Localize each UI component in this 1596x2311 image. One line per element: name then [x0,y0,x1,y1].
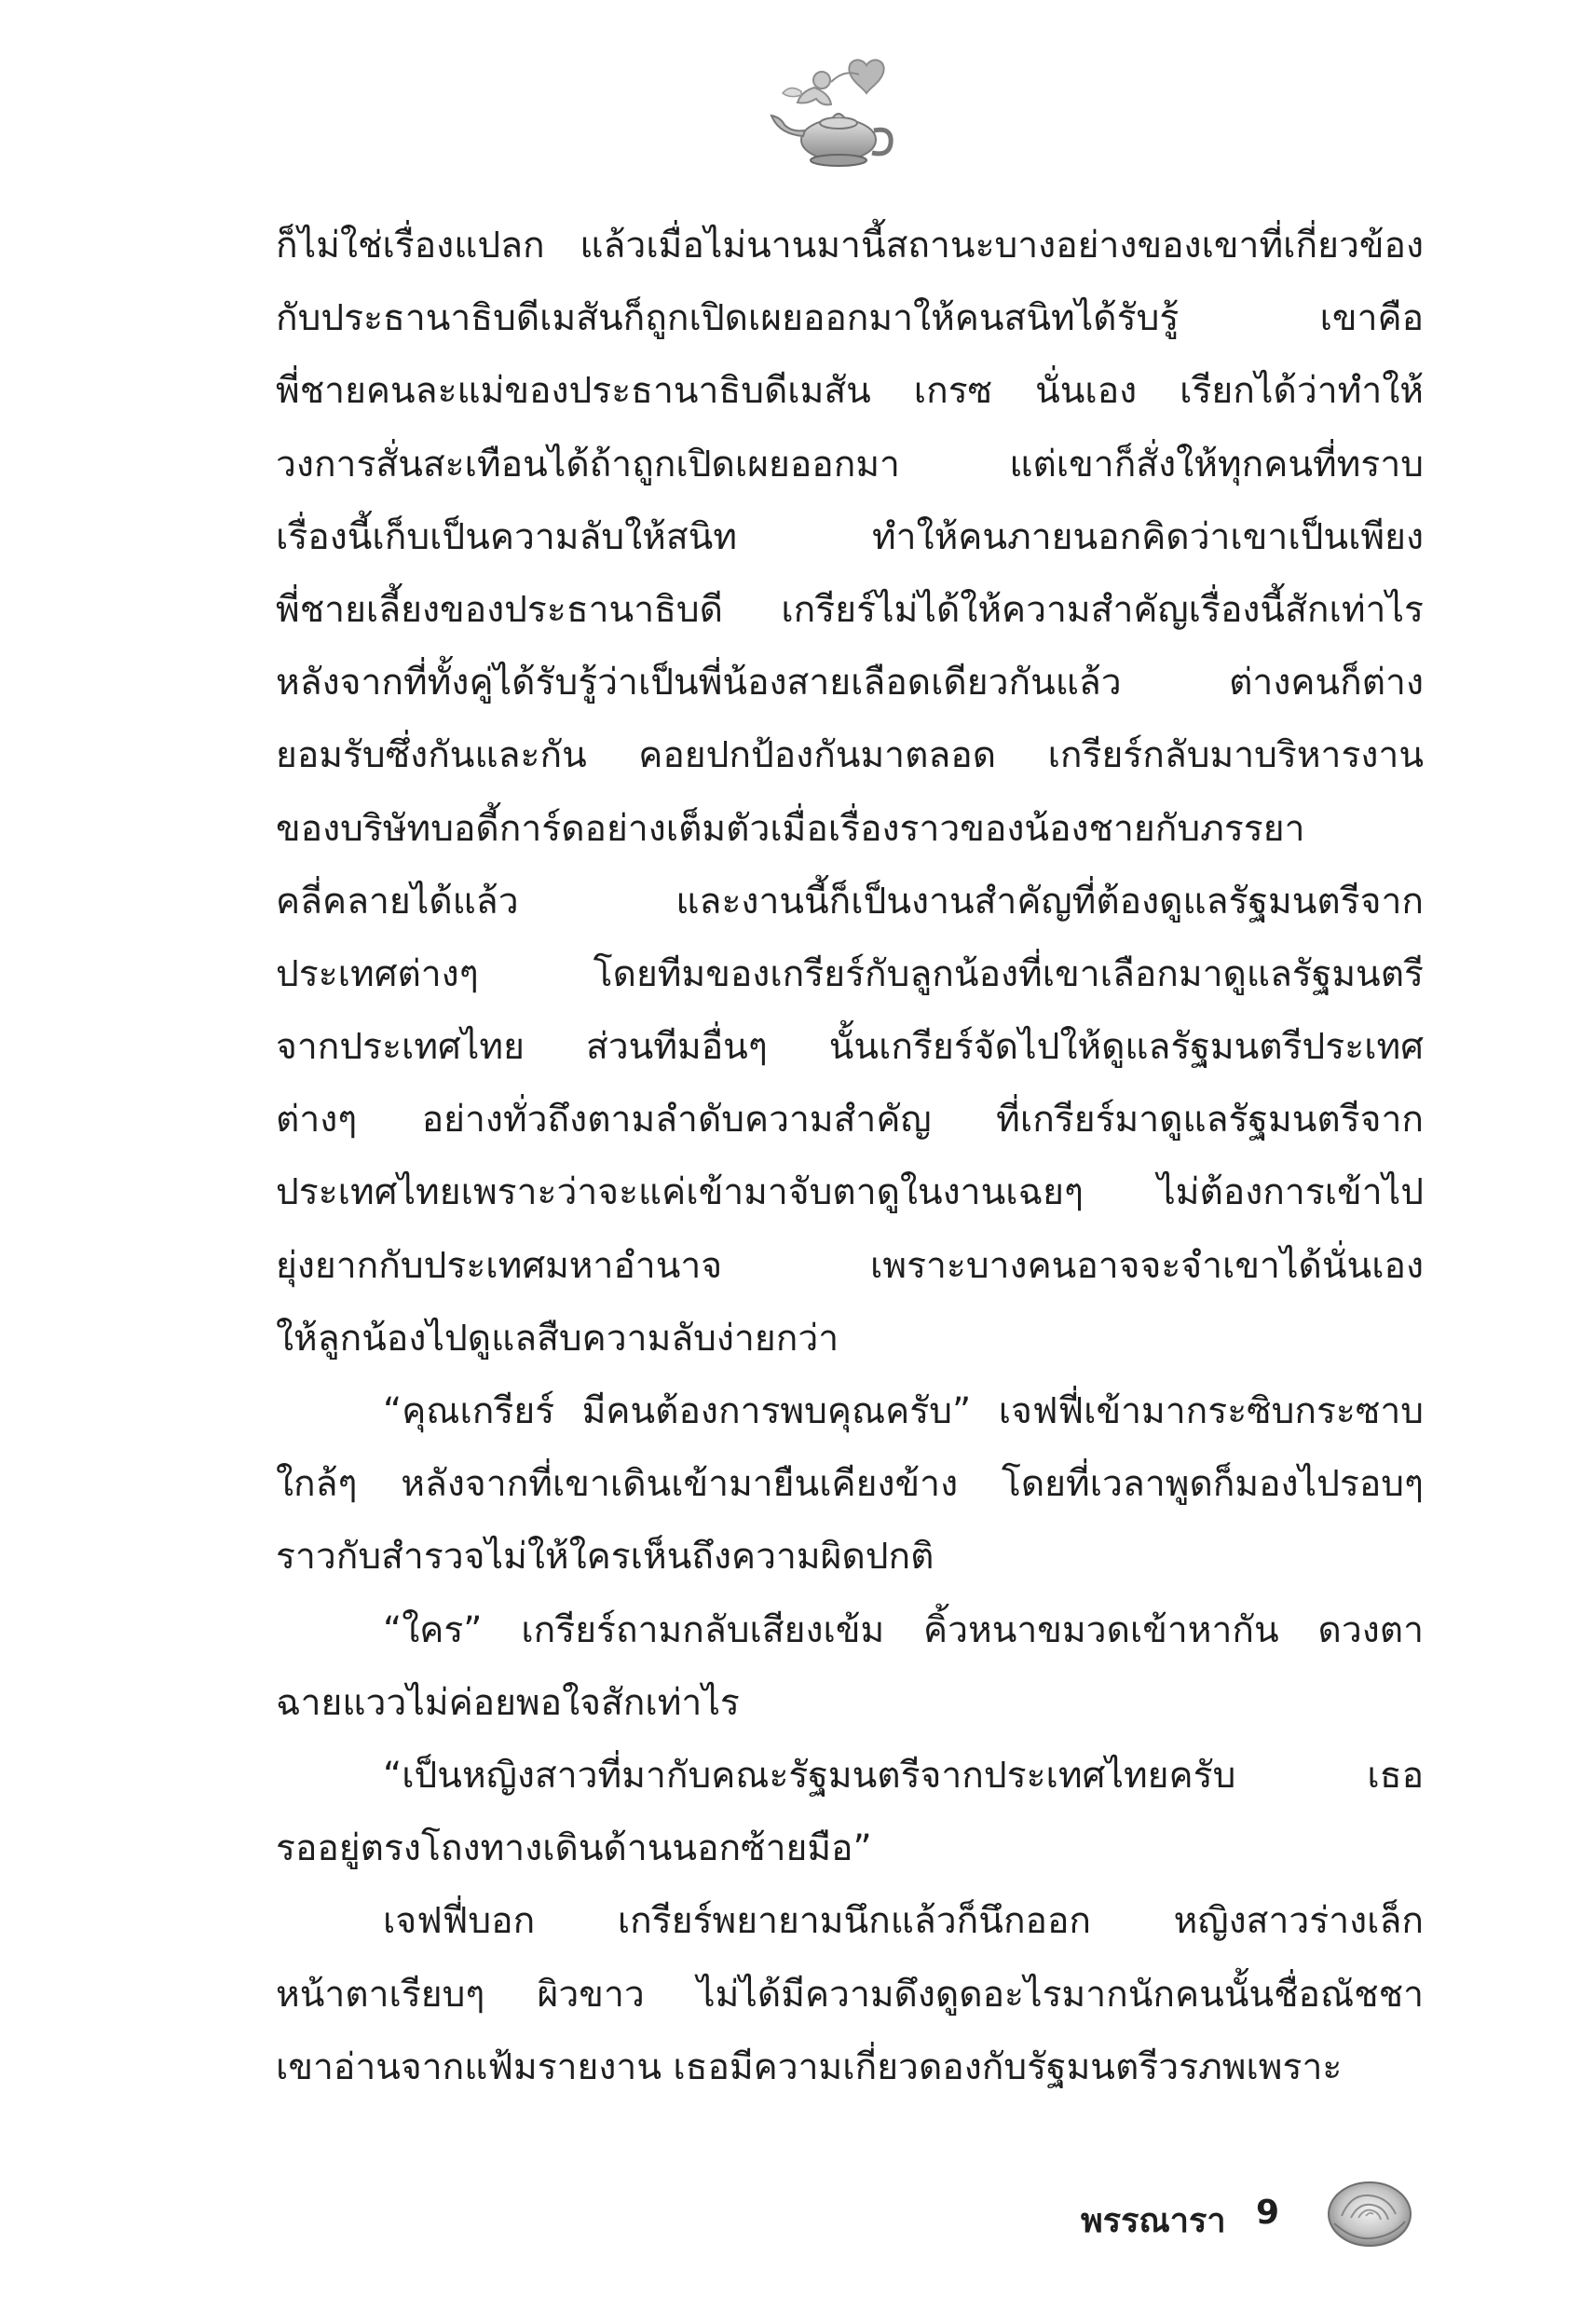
text-line: หน้าตาเรียบๆ ผิวขาว ไม่ได้มีความดึงดูดอะไรมากนักคนนั้นชื่อณัชชา [276,1973,1424,2016]
text-line: ต่างๆ อย่างทั่วถึงตามลำดับความสำคัญ ที่เกรียร์มาดูแลรัฐมนตรีจาก [276,1099,1424,1142]
text-line: พี่ชายเลี้ยงของประธานาธิบดี เกรียร์ไม่ได้ให้ความสำคัญเรื่องนี้สักเท่าไร [276,588,1424,631]
text-line: ก็ไม่ใช่เรื่องแปลก แล้วเมื่อไม่นานมานี้สถานะบางอย่างของเขาที่เกี่ยวข้อง [276,225,1424,267]
text-line: “ใคร” เกรียร์ถามกลับเสียงเข้ม คิ้วหนาขมวดเข้าหากัน ดวงตา [383,1608,1424,1651]
text-line: เขาอ่านจากแฟ้มรายงาน เธอมีความเกี่ยวดองกับรัฐมนตรีวรภพเพราะ [276,2045,1343,2088]
text-line: พี่ชายคนละแม่ของประธานาธิบดีเมสัน เกรซ นั่นเอง เรียกได้ว่าทำให้ [276,370,1424,413]
teapot-cupid-ornament-icon [755,54,913,175]
page-footer [0,2169,1596,2272]
text-line: ประเทศต่างๆ โดยทีมของเกรียร์กับลูกน้องที่เขาเลือกมาดูแลรัฐมนตรี [276,952,1424,995]
text-line: เจฟฟี่บอก เกรียร์พยายามนึกแล้วก็นึกออก หญิงสาวร่างเล็ก [383,1900,1424,1943]
text-line: ราวกับสำรวจไม่ให้ใครเห็นถึงความผิดปกติ [276,1536,934,1579]
text-line: กับประธานาธิบดีเมสันก็ถูกเปิดเผยออกมาให้คนสนิทได้รับรู้ เขาคือ [276,297,1424,340]
text-line: ฉายแววไม่ค่อยพอใจสักเท่าไร [276,1681,740,1724]
text-line: ยุ่งยากกับประเทศมหาอำนาจ เพราะบางคนอาจจะจำเขาได้นั่นเอง [276,1244,1424,1287]
text-line: หลังจากที่ทั้งคู่ได้รับรู้ว่าเป็นพี่น้องสายเลือดเดียวกันแล้ว ต่างคนก็ต่าง [276,662,1424,704]
text-line: ให้ลูกน้องไปดูแลสืบความลับง่ายกว่า [276,1317,839,1360]
body-text [276,210,1424,2104]
text-line: คลี่คลายได้แล้ว และงานนี้ก็เป็นงานสำคัญที่ต้องดูแลรัฐมนตรีจาก [276,880,1424,923]
text-line: จากประเทศไทย ส่วนทีมอื่นๆ นั้นเกรียร์จัดไปให้ดูแลรัฐมนตรีประเทศ [276,1026,1424,1069]
text-line: วงการสั่นสะเทือนได้ถ้าถูกเปิดเผยออกมา แต่เขาก็สั่งให้ทุกคนที่ทราบ [276,443,1424,485]
text-line: ประเทศไทยเพราะว่าจะแค่เข้ามาจับตาดูในงานเฉยๆ ไม่ต้องการเข้าไป [276,1171,1424,1214]
text-line: “คุณเกรียร์ มีคนต้องการพบคุณครับ” เจฟฟี่เข้ามากระซิบกระซาบ [383,1390,1424,1432]
page-number: 9 [1256,2194,1280,2232]
text-line: ของบริษัทบอดี้การ์ดอย่างเต็มตัวเมื่อเรื่องราวของน้องชายกับภรรยา [276,807,1305,850]
rose-icon [1323,2169,1416,2253]
book-title: พรรณารา [1081,2202,1226,2240]
text-line: ใกล้ๆ หลังจากที่เขาเดินเข้ามายืนเคียงข้าง โดยที่เวลาพูดก็มองไปรอบๆ [276,1463,1424,1506]
text-line: เรื่องนี้เก็บเป็นความลับให้สนิท ทำให้คนภายนอกคิดว่าเขาเป็นเพียง [276,515,1424,558]
text-line: ยอมรับซึ่งกันและกัน คอยปกป้องกันมาตลอด เกรียร์กลับมาบริหารงาน [276,734,1424,777]
text-line: “เป็นหญิงสาวที่มากับคณะรัฐมนตรีจากประเทศไทยครับ เธอ [383,1754,1424,1797]
text-line: รออยู่ตรงโถงทางเดินด้านนอกซ้ายมือ” [276,1827,872,1870]
